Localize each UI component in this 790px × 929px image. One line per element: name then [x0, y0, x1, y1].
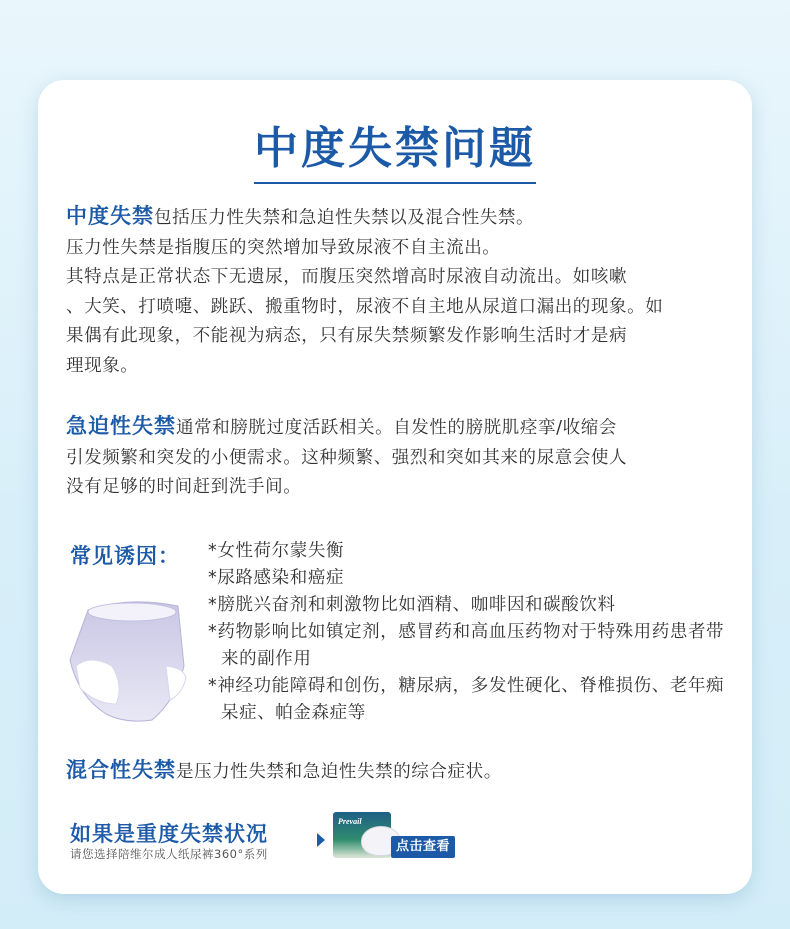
cause-item: *膀胱兴奋剂和刺激物比如酒精、咖啡因和碳酸饮料: [208, 595, 616, 615]
section1-line: 果偶有此现象，不能视为病态，只有尿失禁频繁发作影响生活时才是病: [66, 326, 628, 346]
section1-line: 其特点是正常状态下无遗尿，而腹压突然增高时尿液自动流出。如咳嗽: [66, 267, 628, 287]
common-causes-label: 常见诱因：: [70, 544, 180, 568]
section2-line: 没有足够的时间赶到洗手间。: [66, 477, 302, 497]
section1-line: 、大笑、打喷嚏、跳跃、搬重物时，尿液不自主地从尿道口漏出的现象。如: [66, 296, 664, 317]
page-title: 中度失禁问题: [0, 112, 790, 184]
section1-line: 包括压力性失禁和急迫性失禁以及混合性失禁。: [154, 208, 535, 228]
section1-line: 压力性失禁是指腹压的突然增加导致尿液不自主流出。: [66, 237, 501, 258]
adult-diaper-image: [66, 596, 192, 724]
cause-item: *神经功能障碍和创伤，糖尿病，多发性硬化、脊椎损伤、老年痴呆症、帕金森症等: [208, 676, 725, 723]
triangle-right-icon: [317, 833, 325, 847]
section1-line: 理现象。: [66, 355, 139, 376]
moderate-incontinence-term: 中度失禁: [66, 204, 154, 228]
mixed-incontinence-section: [66, 756, 726, 788]
cause-item: *药物影响比如镇定剂，感冒药和高血压药物对于特殊用药患者带来的副作用: [208, 622, 725, 669]
urge-incontinence-term: 急迫性失禁: [66, 414, 176, 438]
brand-logo: Prevail: [338, 817, 362, 826]
moderate-incontinence-section: [66, 202, 726, 381]
common-causes-list: [208, 538, 728, 727]
section2-line: 通常和膀胱过度活跃相关。自发性的膀胱肌痉挛/收缩会: [176, 418, 617, 438]
cause-item: *尿路感染和癌症: [208, 568, 345, 588]
section2-line: 引发频繁和突发的小便需求。这种频繁、强烈和突如其来的尿意会使人: [66, 447, 628, 468]
section3-text: 是压力性失禁和急迫性失禁的综合症状。: [176, 762, 502, 782]
mixed-incontinence-term: 混合性失禁: [66, 758, 176, 782]
urge-incontinence-section: [66, 412, 726, 503]
view-details-button[interactable]: 点击查看: [391, 836, 455, 858]
cause-item: *女性荷尔蒙失衡: [208, 541, 345, 561]
severe-incontinence-prompt: 如果是重度失禁状况: [70, 822, 268, 846]
product-recommendation: 请您选择陪维尔成人纸尿裤360°系列: [70, 847, 268, 861]
